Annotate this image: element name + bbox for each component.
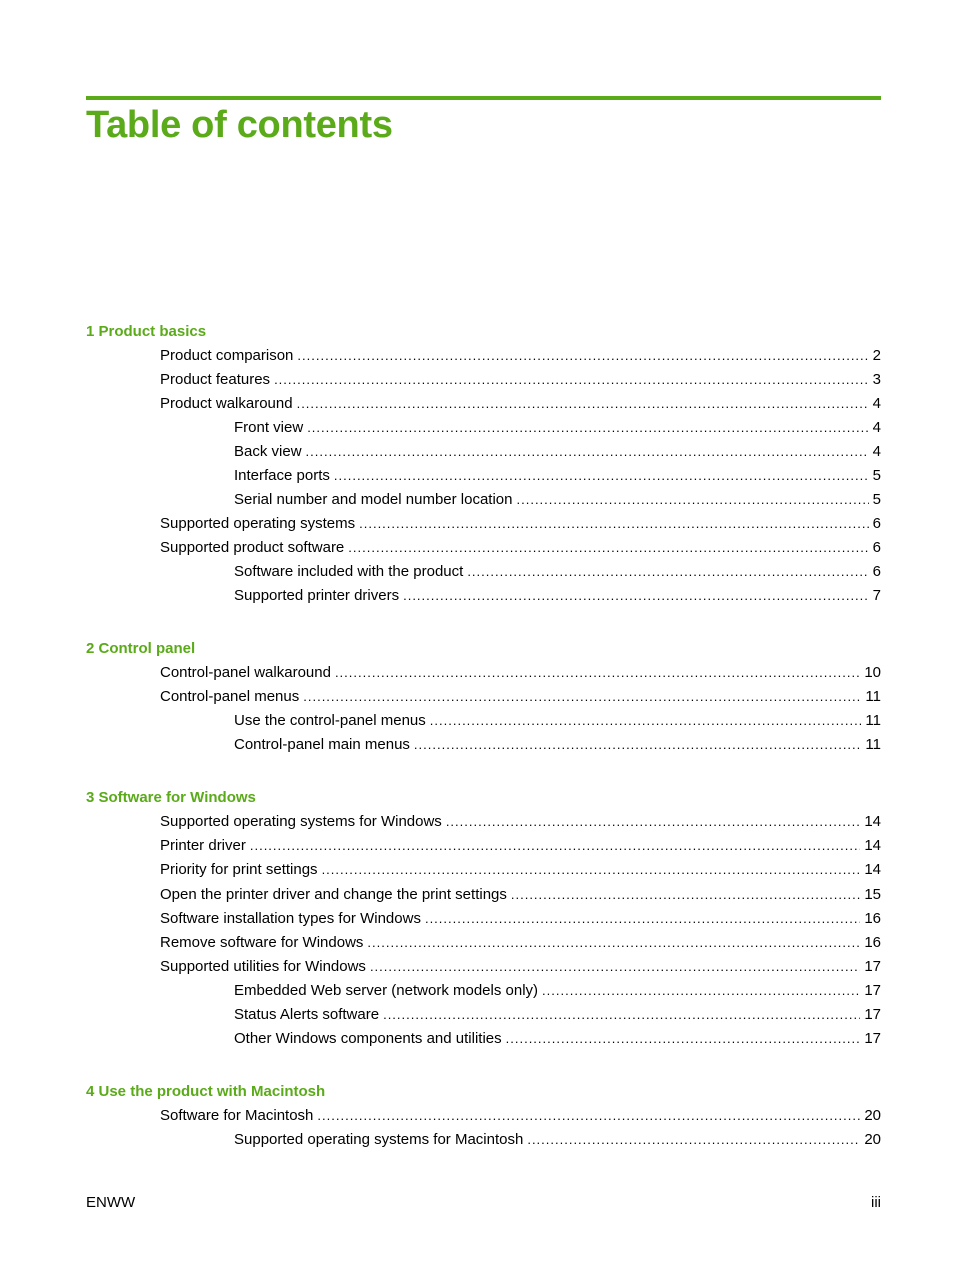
- dot-leader: [274, 371, 869, 389]
- toc-entry-page: 5: [872, 467, 881, 484]
- dot-leader: [542, 982, 860, 1000]
- dot-leader: [370, 958, 860, 976]
- toc-subentry[interactable]: [234, 1030, 881, 1048]
- toc-entry[interactable]: [160, 664, 881, 682]
- toc-subentry[interactable]: [234, 467, 881, 485]
- toc-entry-title: Software installation types for Windows: [160, 910, 421, 927]
- toc-entry[interactable]: [160, 861, 881, 879]
- toc-entry-page: 11: [865, 688, 881, 705]
- toc-entry-page: 6: [872, 563, 881, 580]
- toc-entry-page: 20: [864, 1107, 881, 1124]
- toc-subentry[interactable]: [234, 587, 881, 605]
- toc-entry-title: Interface ports: [234, 467, 330, 484]
- chapter-heading[interactable]: 3 Software for Windows: [86, 789, 256, 806]
- toc-entry-title: Priority for print settings: [160, 861, 318, 878]
- dot-leader: [297, 347, 868, 365]
- dot-leader: [430, 712, 862, 730]
- toc-entry-title: Embedded Web server (network models only): [234, 982, 539, 999]
- toc-entry-title: Serial number and model number location: [234, 491, 513, 508]
- toc-entry-page: 5: [872, 491, 881, 508]
- toc-entry-title: Control-panel menus: [160, 688, 300, 705]
- toc-entry-page: 14: [864, 861, 881, 878]
- toc-entry-title: Front view: [234, 419, 304, 436]
- toc-subentry[interactable]: [234, 419, 881, 437]
- dot-leader: [527, 1131, 860, 1149]
- toc-entry-page: 14: [864, 813, 881, 830]
- toc-entry-page: 7: [872, 587, 881, 604]
- toc-subentry[interactable]: [234, 443, 881, 461]
- toc-entry[interactable]: [160, 371, 881, 389]
- footer-doc-id: ENWW: [86, 1194, 136, 1211]
- toc-entry-page: 14: [864, 837, 881, 854]
- toc-entry-page: 11: [865, 712, 881, 729]
- dot-leader: [250, 837, 860, 855]
- toc-entry-title: Supported operating systems for Macintosh: [234, 1131, 524, 1148]
- toc-entry-page: 4: [872, 443, 881, 460]
- dot-leader: [359, 515, 869, 533]
- toc-entry[interactable]: [160, 395, 881, 413]
- toc-entry-title: Status Alerts software: [234, 1006, 380, 1023]
- chapter-heading[interactable]: 2 Control panel: [86, 640, 196, 657]
- toc-entry-title: Supported printer drivers: [234, 587, 400, 604]
- toc-entry[interactable]: [160, 958, 881, 976]
- dot-leader: [383, 1006, 860, 1024]
- toc-entry-page: 17: [864, 1030, 881, 1047]
- toc-entry-page: 15: [864, 886, 881, 903]
- dot-leader: [306, 443, 869, 461]
- dot-leader: [506, 1030, 861, 1048]
- toc-entry[interactable]: [160, 813, 881, 831]
- toc-entry[interactable]: [160, 934, 881, 952]
- toc-entry-title: Open the printer driver and change the print settings: [160, 886, 507, 903]
- page-title: Table of contents: [86, 104, 393, 146]
- title-rule: [86, 96, 881, 100]
- toc-entry-page: 17: [864, 1006, 881, 1023]
- toc-entry-page: 17: [864, 958, 881, 975]
- toc-entry-title: Control-panel main menus: [234, 736, 410, 753]
- dot-leader: [414, 736, 862, 754]
- dot-leader: [403, 587, 869, 605]
- toc-entry-page: 16: [864, 934, 881, 951]
- toc-entry[interactable]: [160, 539, 881, 557]
- dot-leader: [517, 491, 869, 509]
- toc-entry-title: Supported operating systems for Windows: [160, 813, 442, 830]
- toc-entry-title: Supported operating systems: [160, 515, 356, 532]
- dot-leader: [467, 563, 868, 581]
- chapter-heading[interactable]: 1 Product basics: [86, 323, 207, 340]
- toc-entry-title: Supported product software: [160, 539, 345, 556]
- dot-leader: [348, 539, 868, 557]
- toc-entry-page: 4: [872, 419, 881, 436]
- dot-leader: [511, 886, 860, 904]
- dot-leader: [446, 813, 861, 831]
- toc-entry-page: 20: [864, 1131, 881, 1148]
- toc-subentry[interactable]: [234, 736, 881, 754]
- toc-subentry[interactable]: [234, 563, 881, 581]
- dot-leader: [303, 688, 861, 706]
- toc-entry-title: Supported utilities for Windows: [160, 958, 366, 975]
- toc-subentry[interactable]: [234, 982, 881, 1000]
- toc-entry-title: Software included with the product: [234, 563, 464, 580]
- dot-leader: [334, 467, 869, 485]
- dot-leader: [335, 664, 860, 682]
- dot-leader: [297, 395, 869, 413]
- toc-entry-page: 11: [865, 736, 881, 753]
- toc-entry-title: Product features: [160, 371, 271, 388]
- dot-leader: [367, 934, 860, 952]
- toc-entry-title: Software for Macintosh: [160, 1107, 314, 1124]
- toc-entry-title: Use the control-panel menus: [234, 712, 426, 729]
- dot-leader: [425, 910, 860, 928]
- toc-subentry[interactable]: [234, 712, 881, 730]
- toc-entry[interactable]: [160, 910, 881, 928]
- footer-page-number: iii: [871, 1194, 881, 1211]
- toc-entry[interactable]: [160, 837, 881, 855]
- toc-entry[interactable]: [160, 347, 881, 365]
- toc-entry[interactable]: [160, 1107, 881, 1125]
- toc-subentry[interactable]: [234, 491, 881, 509]
- toc-entry-title: Product walkaround: [160, 395, 293, 412]
- toc-entry-page: 3: [872, 371, 881, 388]
- toc-entry-page: 6: [872, 539, 881, 556]
- toc-entry[interactable]: [160, 688, 881, 706]
- toc-entry-page: 17: [864, 982, 881, 999]
- toc-entry-page: 10: [864, 664, 881, 681]
- toc-entry-title: Product comparison: [160, 347, 294, 364]
- toc-entry-page: 2: [872, 347, 881, 364]
- toc-entry-title: Other Windows components and utilities: [234, 1030, 502, 1047]
- toc-entry[interactable]: [160, 886, 881, 904]
- toc-entry-page: 16: [864, 910, 881, 927]
- dot-leader: [307, 419, 868, 437]
- dot-leader: [317, 1107, 860, 1125]
- toc-entry-title: Printer driver: [160, 837, 246, 854]
- toc-entry[interactable]: [160, 515, 881, 533]
- dot-leader: [322, 861, 861, 879]
- toc-entry-title: Remove software for Windows: [160, 934, 364, 951]
- toc-entry-page: 4: [872, 395, 881, 412]
- toc-entry-title: Back view: [234, 443, 302, 460]
- toc-subentry[interactable]: [234, 1131, 881, 1149]
- chapter-heading[interactable]: 4 Use the product with Macintosh: [86, 1083, 326, 1100]
- toc-entry-title: Control-panel walkaround: [160, 664, 331, 681]
- toc-subentry[interactable]: [234, 1006, 881, 1024]
- toc-entry-page: 6: [872, 515, 881, 532]
